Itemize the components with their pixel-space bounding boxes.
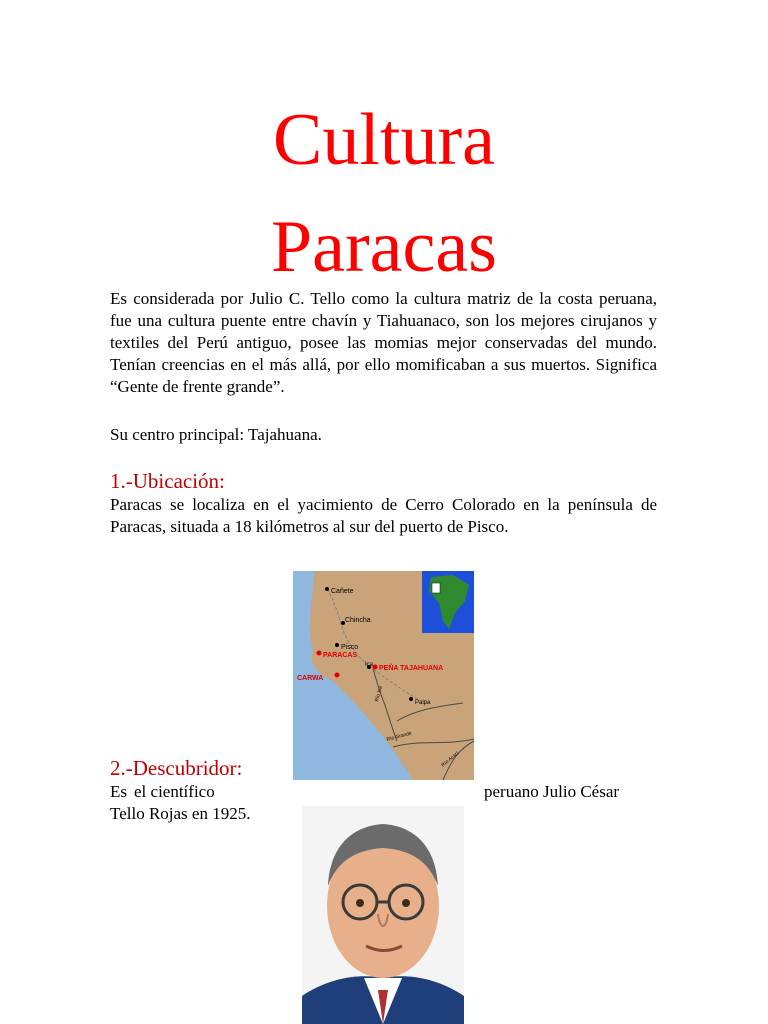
descubridor-line2: Tello Rojas en 1925. [110,804,251,823]
heading-descubridor: 2.-Descubridor: [110,756,243,780]
intro-paragraph: Es considerada por Julio C. Tello como la cultura matriz de la costa peruana, fue una cultura puente entre chavín y Tiahuanaco, son los mejores cirujanos y textiles del Perú antiguo, posee las momias mejor conservadas del mundo. Tenían creencias en el más allá, por ello momificaban a sus muertos. Significa “Gente de frente grande”. [110,289,657,396]
label-rio-ica: Río Ica [373,685,384,703]
julio-tello-portrait [302,806,464,1024]
label-canete: Cañete [331,588,354,595]
marker-carwa [335,673,340,678]
descubridor-word-cientifico: el científico [134,782,215,801]
page-title-line1: Cultura [273,99,495,181]
label-carwa: CARWA [297,675,324,682]
ubicacion-paragraph: Paracas se localiza en el yacimiento de Cerro Colorado en la península de Paracas, situada a 18 kilómetros al sur del puerto de Pisco. [110,495,657,536]
heading-ubicacion: 1.-Ubicación: [110,469,225,493]
label-paracas: PARACAS [323,652,358,659]
portrait-svg [302,806,464,1024]
intro-center-line: Su centro principal: Tajahuana. [110,425,322,444]
label-ica: Ica [365,662,374,668]
descubridor-word-es: Es [110,782,127,801]
label-pisco: Pisco [341,644,359,651]
map-inset-highlight [432,583,440,593]
marker-paracas [317,651,322,656]
map-river-3 [393,739,474,747]
page-title-line2: Paracas [271,206,497,288]
map-svg [293,571,474,780]
label-rio-grande: Río Grande [385,730,413,743]
marker-tajahuana [373,665,378,670]
label-chincha: Chincha [345,617,371,624]
label-rio-acari: Río Acarí [440,750,461,769]
descubridor-word-peruano: peruano Julio César [484,782,620,801]
label-palpa: Palpa [415,700,431,706]
paracas-location-map [293,571,474,780]
label-tajahuana: PEÑA TAJAHUANA [379,665,444,672]
